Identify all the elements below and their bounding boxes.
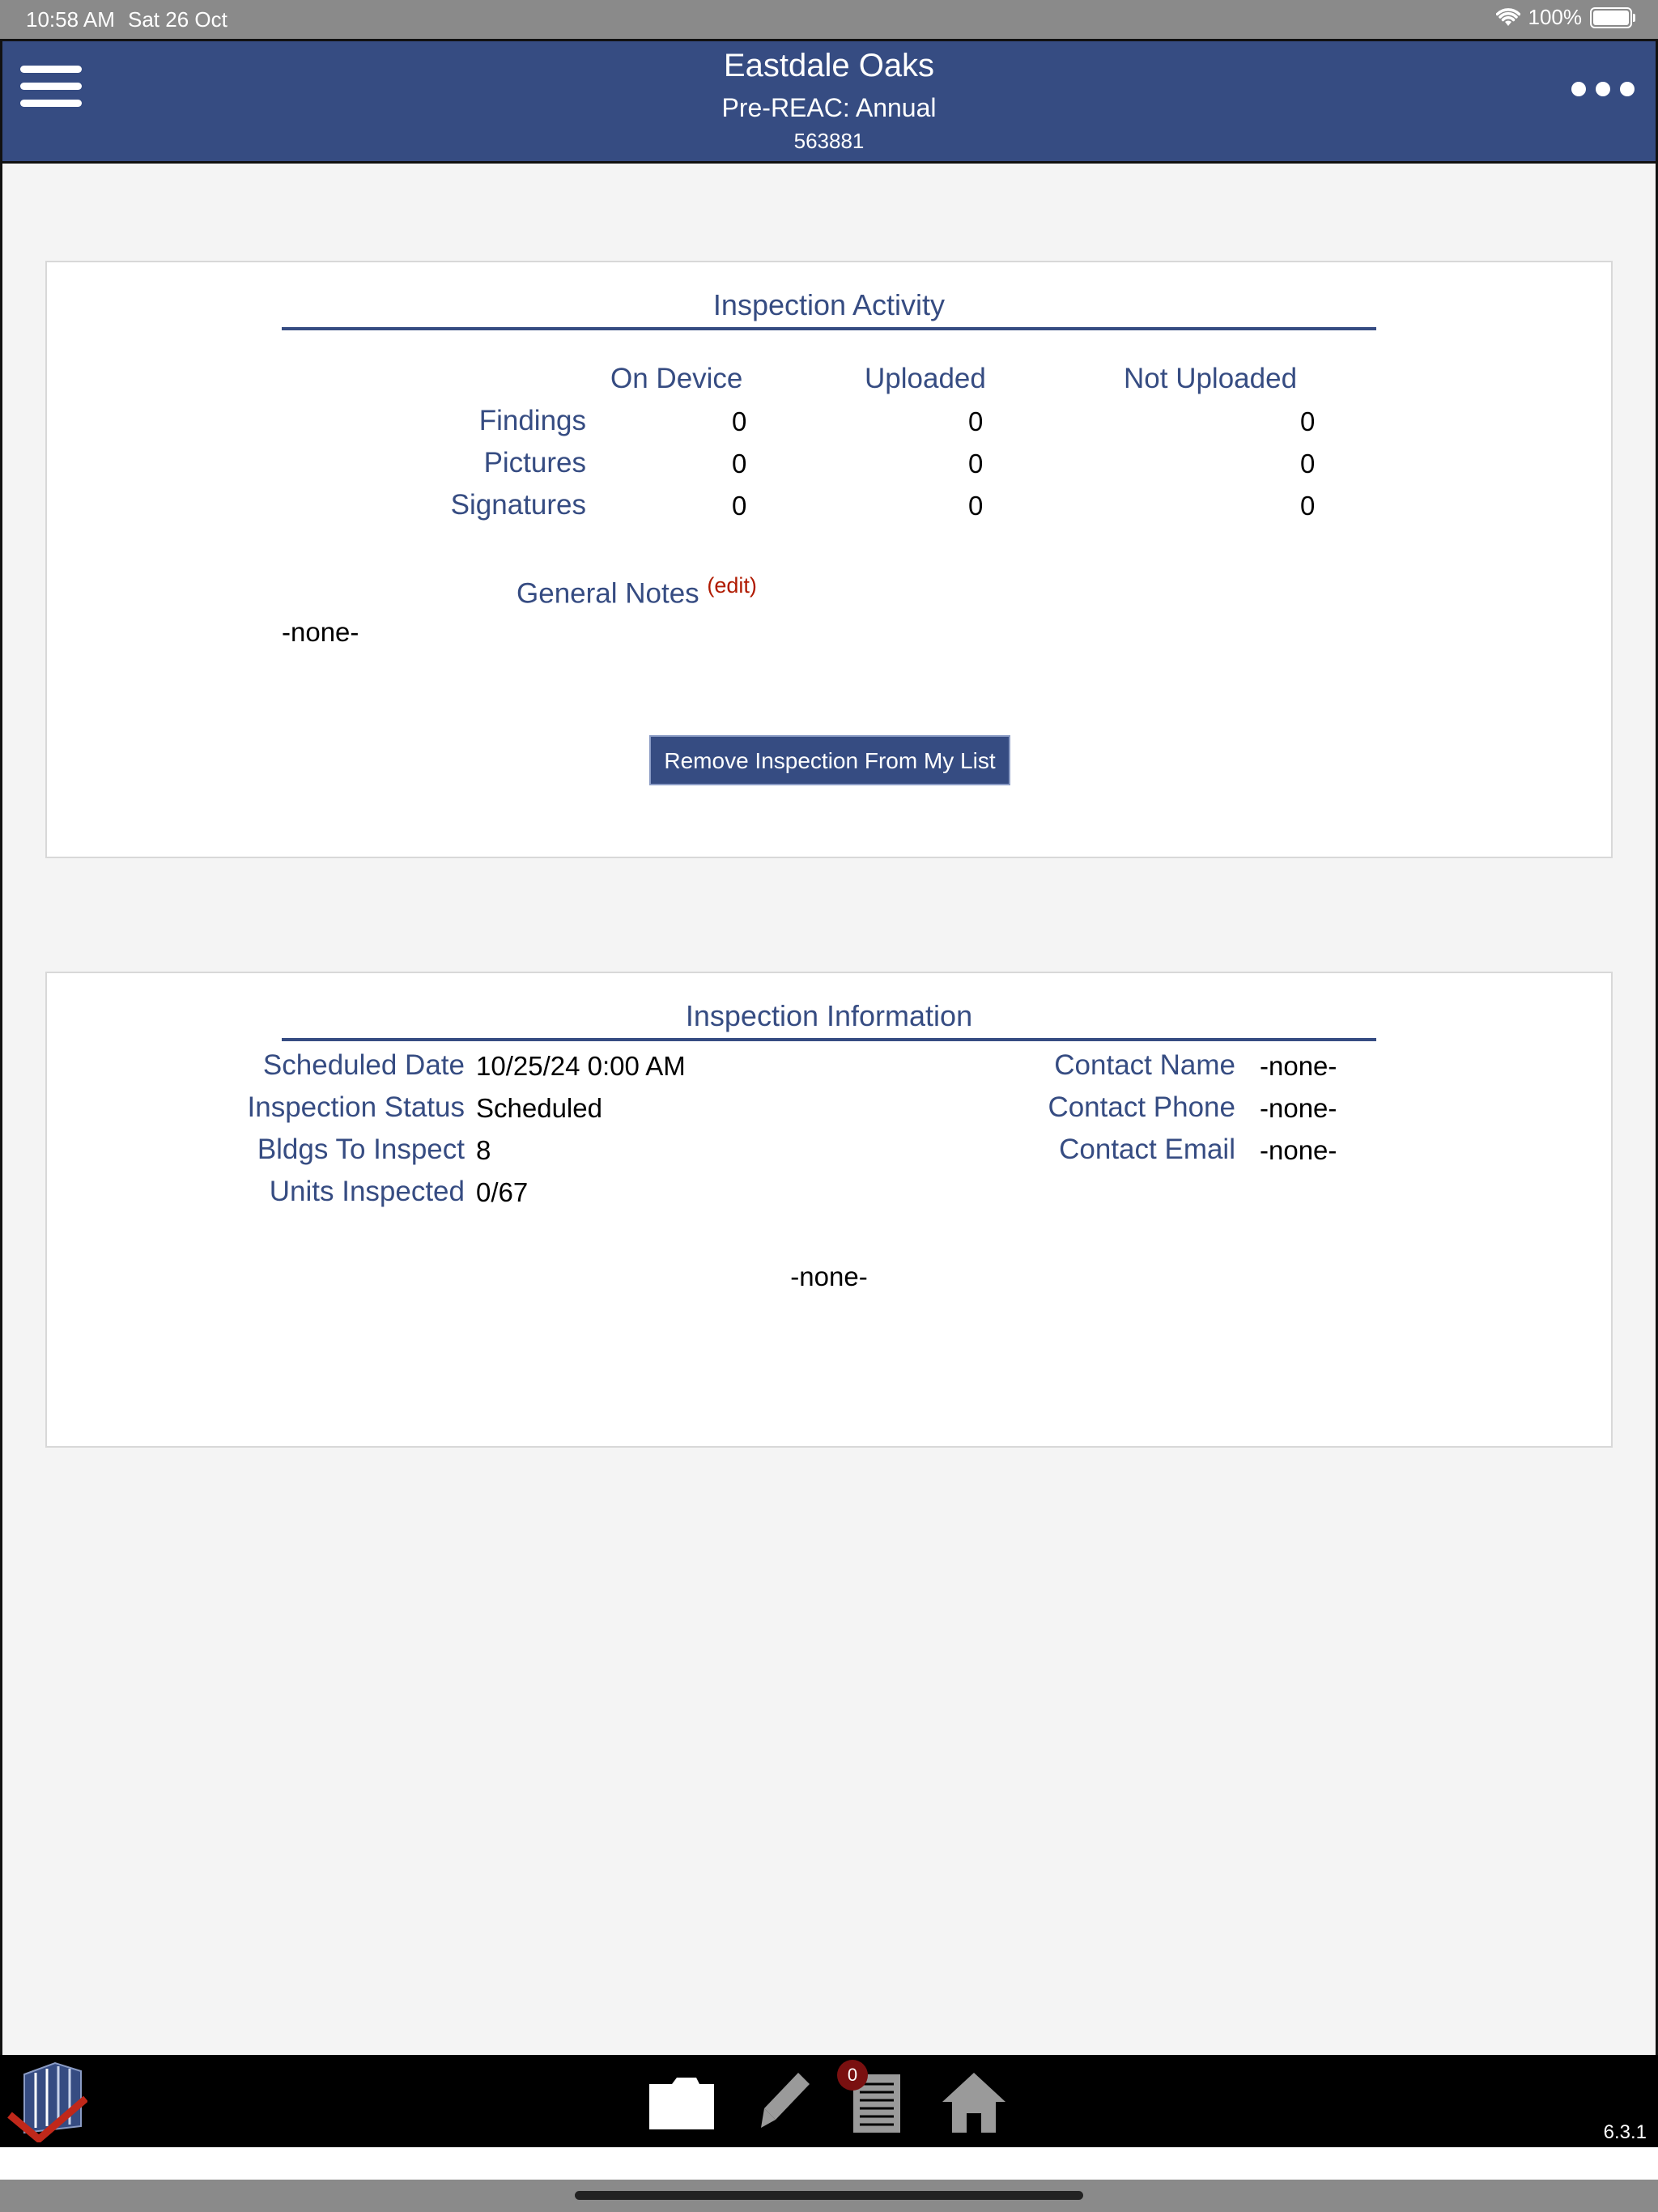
app-header	[0, 39, 1658, 164]
remove-inspection-button[interactable]: Remove Inspection From My List	[649, 735, 1010, 785]
battery-icon	[1590, 7, 1632, 28]
app-version: 6.3.1	[1603, 2121, 1647, 2143]
value-contact-email: -none-	[1260, 1135, 1337, 1165]
label-bldgs-to-inspect: Bldgs To Inspect	[257, 1134, 465, 1165]
inspection-id: 563881	[793, 129, 865, 153]
status-date: Sat 26 Oct	[128, 7, 227, 32]
row-label-signatures: Signatures	[450, 489, 586, 521]
status-time: 10:58 AM	[26, 7, 115, 32]
value-contact-name: -none-	[1260, 1051, 1337, 1081]
findings-uploaded: 0	[968, 406, 984, 436]
value-scheduled-date: 10/25/24 0:00 AM	[476, 1051, 686, 1081]
column-not-uploaded: Not Uploaded	[1124, 363, 1298, 394]
value-contact-phone: -none-	[1260, 1093, 1337, 1123]
inspection-activity-panel	[45, 261, 1613, 858]
edit-notes-link[interactable]: (edit)	[707, 573, 757, 598]
column-on-device: On Device	[610, 363, 743, 394]
wifi-icon	[1496, 8, 1520, 28]
general-notes-heading	[517, 573, 757, 610]
label-contact-name: Contact Name	[1054, 1049, 1235, 1081]
signatures-not-uploaded: 0	[1300, 491, 1316, 521]
value-bldgs-to-inspect: 8	[476, 1135, 491, 1165]
label-scheduled-date: Scheduled Date	[262, 1049, 465, 1081]
home-indicator[interactable]	[575, 2191, 1083, 2200]
property-title: Eastdale Oaks	[723, 48, 935, 83]
column-uploaded: Uploaded	[865, 363, 986, 394]
information-notes: -none-	[790, 1261, 868, 1291]
pencil-icon[interactable]	[758, 2069, 814, 2134]
pictures-not-uploaded: 0	[1300, 449, 1316, 479]
bottom-toolbar	[0, 2055, 1658, 2147]
findings-not-uploaded: 0	[1300, 406, 1316, 436]
general-notes-value: -none-	[282, 617, 359, 647]
status-bar	[0, 0, 1658, 39]
row-label-findings: Findings	[478, 405, 586, 436]
home-area	[0, 2147, 1658, 2180]
activity-title: Inspection Activity	[282, 288, 1376, 330]
home-icon[interactable]	[941, 2069, 1007, 2134]
value-inspection-status: Scheduled	[476, 1093, 602, 1123]
general-notes-label: General Notes	[517, 577, 699, 610]
battery-percent: 100%	[1528, 5, 1582, 29]
row-label-pictures: Pictures	[483, 447, 586, 479]
label-units-inspected: Units Inspected	[269, 1176, 465, 1207]
label-inspection-status: Inspection Status	[247, 1091, 465, 1123]
status-right	[1496, 5, 1633, 30]
pictures-on-device: 0	[732, 449, 747, 479]
inspection-information-panel	[45, 972, 1613, 1448]
signatures-on-device: 0	[732, 491, 747, 521]
more-options-icon[interactable]	[1571, 82, 1635, 96]
information-title: Inspection Information	[282, 999, 1376, 1041]
inspection-type: Pre-REAC: Annual	[721, 93, 937, 122]
findings-on-device: 0	[732, 406, 747, 436]
folder-icon[interactable]	[648, 2076, 716, 2131]
checklist-badge: 0	[837, 2060, 868, 2091]
label-contact-email: Contact Email	[1059, 1134, 1235, 1165]
signatures-uploaded: 0	[968, 491, 984, 521]
pictures-uploaded: 0	[968, 449, 984, 479]
label-contact-phone: Contact Phone	[1048, 1091, 1235, 1123]
app-logo-icon	[6, 2058, 87, 2142]
value-units-inspected: 0/67	[476, 1177, 529, 1207]
